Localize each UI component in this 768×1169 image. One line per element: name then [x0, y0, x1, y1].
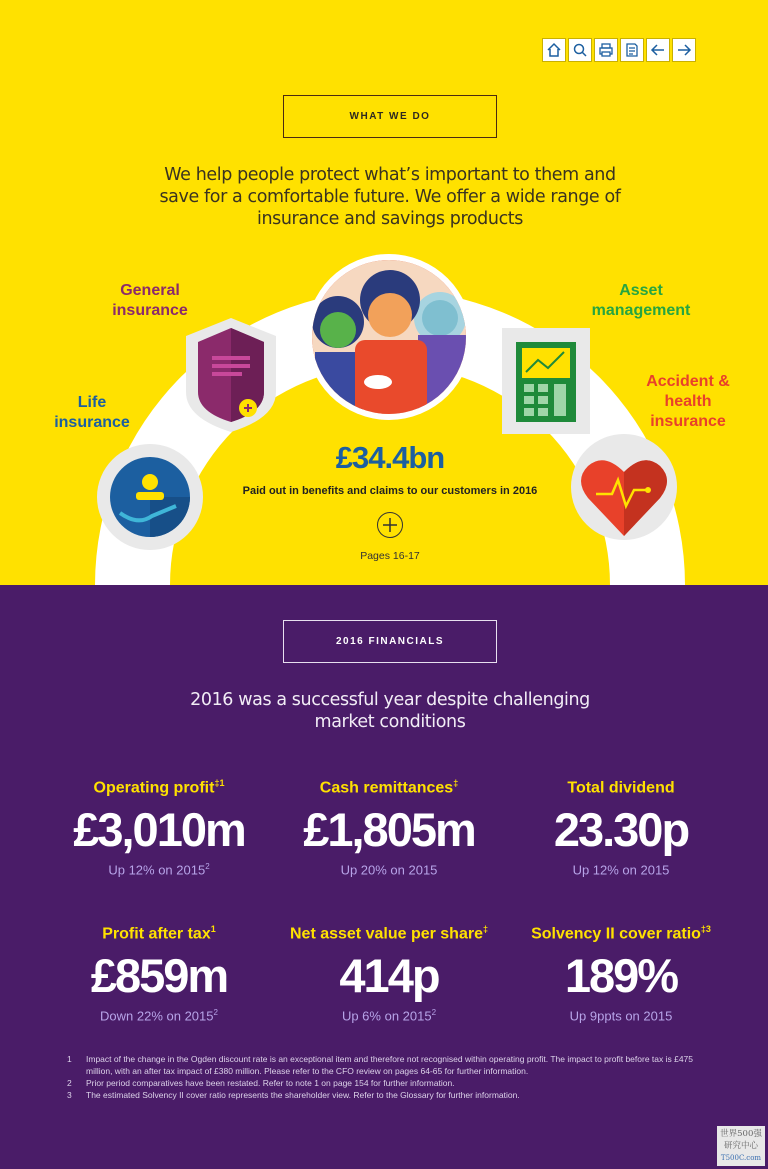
- footnote-text: Impact of the change in the Ogden discount rate is an exceptional item and therefore not recognised within operating profit. The impact to profit before tax is £475 million, with an after tax impact of £380 million. Please refer to the CFO review on pages 64-65 for further information.: [86, 1054, 694, 1076]
- heart-icon: [571, 434, 677, 540]
- metric-value: 189%: [564, 949, 678, 1002]
- search-button[interactable]: [568, 38, 592, 62]
- financials-heading: 2016 FINANCIALS: [283, 620, 497, 663]
- metric-label-footnote: ‡: [482, 924, 488, 934]
- accident-health-label: Accident & health insurance: [646, 373, 730, 430]
- financials-intro: 2016 was a successful year despite challenging market conditions: [190, 690, 590, 732]
- print-icon: [597, 41, 615, 59]
- metric-label: Operating profit: [93, 779, 215, 797]
- contents-button[interactable]: [620, 38, 644, 62]
- general-insurance-label: General insurance: [112, 282, 188, 319]
- plus-icon: [381, 516, 399, 534]
- watermark-line: 世界500强: [720, 1129, 762, 1139]
- watermark: [717, 1126, 765, 1166]
- metric-value: £859m: [90, 949, 228, 1002]
- metric-change: Up 20% on 2015: [340, 862, 438, 878]
- metric-label: Net asset value per share: [289, 925, 483, 943]
- metric-change-footnote: 2: [213, 1008, 218, 1017]
- pages-link[interactable]: Pages 16-17: [360, 550, 420, 562]
- what-we-do-heading: WHAT WE DO: [283, 95, 497, 138]
- metric-value: £3,010m: [73, 803, 245, 856]
- metric-change: Up 12% on 2015: [572, 862, 670, 878]
- metric-label-footnote: ‡3: [700, 924, 711, 934]
- arrow-left-icon: [649, 41, 667, 59]
- footnote-text: Prior period comparatives have been restated. Refer to note 1 on page 154 for further information.: [86, 1078, 455, 1088]
- metric-net-asset-value: [264, 924, 514, 1023]
- benefits-paid-caption: Paid out in benefits and claims to our customers in 2016: [242, 485, 538, 497]
- footnote-number: 2: [67, 1078, 72, 1088]
- footnote: [67, 1089, 717, 1101]
- footnote-number: 1: [67, 1054, 72, 1064]
- metric-label: Profit after tax: [102, 925, 211, 943]
- metric-label: Cash remittances: [319, 779, 454, 797]
- metric-value: 23.30p: [553, 803, 689, 856]
- metric-change: Up 12% on 2015: [108, 862, 206, 878]
- footnote: [67, 1053, 717, 1077]
- life-insurance-label: Life insurance: [54, 394, 130, 431]
- arrow-right-icon: [675, 41, 693, 59]
- metric-change-footnote: 2: [431, 1008, 437, 1017]
- metric-value: 414p: [339, 949, 439, 1002]
- metric-label: Total dividend: [567, 779, 675, 797]
- forward-button[interactable]: [672, 38, 696, 62]
- home-icon: [545, 41, 563, 59]
- metric-total-dividend: [496, 778, 746, 877]
- home-button[interactable]: [542, 38, 566, 62]
- financials-section: [0, 585, 768, 1169]
- metric-operating-profit: [34, 778, 284, 877]
- print-button[interactable]: [594, 38, 618, 62]
- metric-change: Down 22% on 2015: [100, 1008, 214, 1024]
- benefits-paid-value: £34.4bn: [335, 440, 445, 475]
- metric-cash-remittances: [264, 778, 514, 877]
- calculator-icon: [502, 328, 590, 434]
- metric-label-footnote: ‡1: [214, 778, 225, 788]
- metric-label-footnote: 1: [210, 924, 216, 934]
- metric-change: Up 9ppts on 2015: [569, 1008, 673, 1024]
- shield-icon: [186, 318, 276, 432]
- metric-change-footnote: 2: [205, 862, 210, 871]
- search-icon: [571, 41, 589, 59]
- metric-label-footnote: ‡: [453, 778, 459, 788]
- footnote-number: 3: [67, 1090, 72, 1100]
- asset-management-label: Asset management: [591, 282, 691, 319]
- watermark-line: T500C.com: [720, 1154, 762, 1162]
- life-hand-icon: [97, 444, 203, 550]
- footnote-text: The estimated Solvency II cover ratio represents the shareholder view. Refer to the Glossary for further information.: [86, 1090, 520, 1100]
- metric-solvency-ratio: [496, 924, 746, 1023]
- expand-plus-button[interactable]: [377, 512, 403, 538]
- watermark-line: 研究中心: [723, 1141, 758, 1151]
- document-icon: [623, 41, 641, 59]
- metric-change: Up 6% on 2015: [341, 1008, 432, 1024]
- metric-value: £1,805m: [303, 803, 475, 856]
- what-we-do-intro: We help people protect what’s important to them and save for a comfortable future. We offer a wide range of insurance and savings products: [159, 165, 621, 229]
- top-nav-toolbar: [542, 38, 696, 62]
- footnote: [67, 1077, 717, 1089]
- metric-profit-after-tax: [34, 924, 284, 1023]
- metric-label: Solvency II cover ratio: [531, 925, 701, 943]
- footnotes: [67, 1053, 717, 1101]
- back-button[interactable]: [646, 38, 670, 62]
